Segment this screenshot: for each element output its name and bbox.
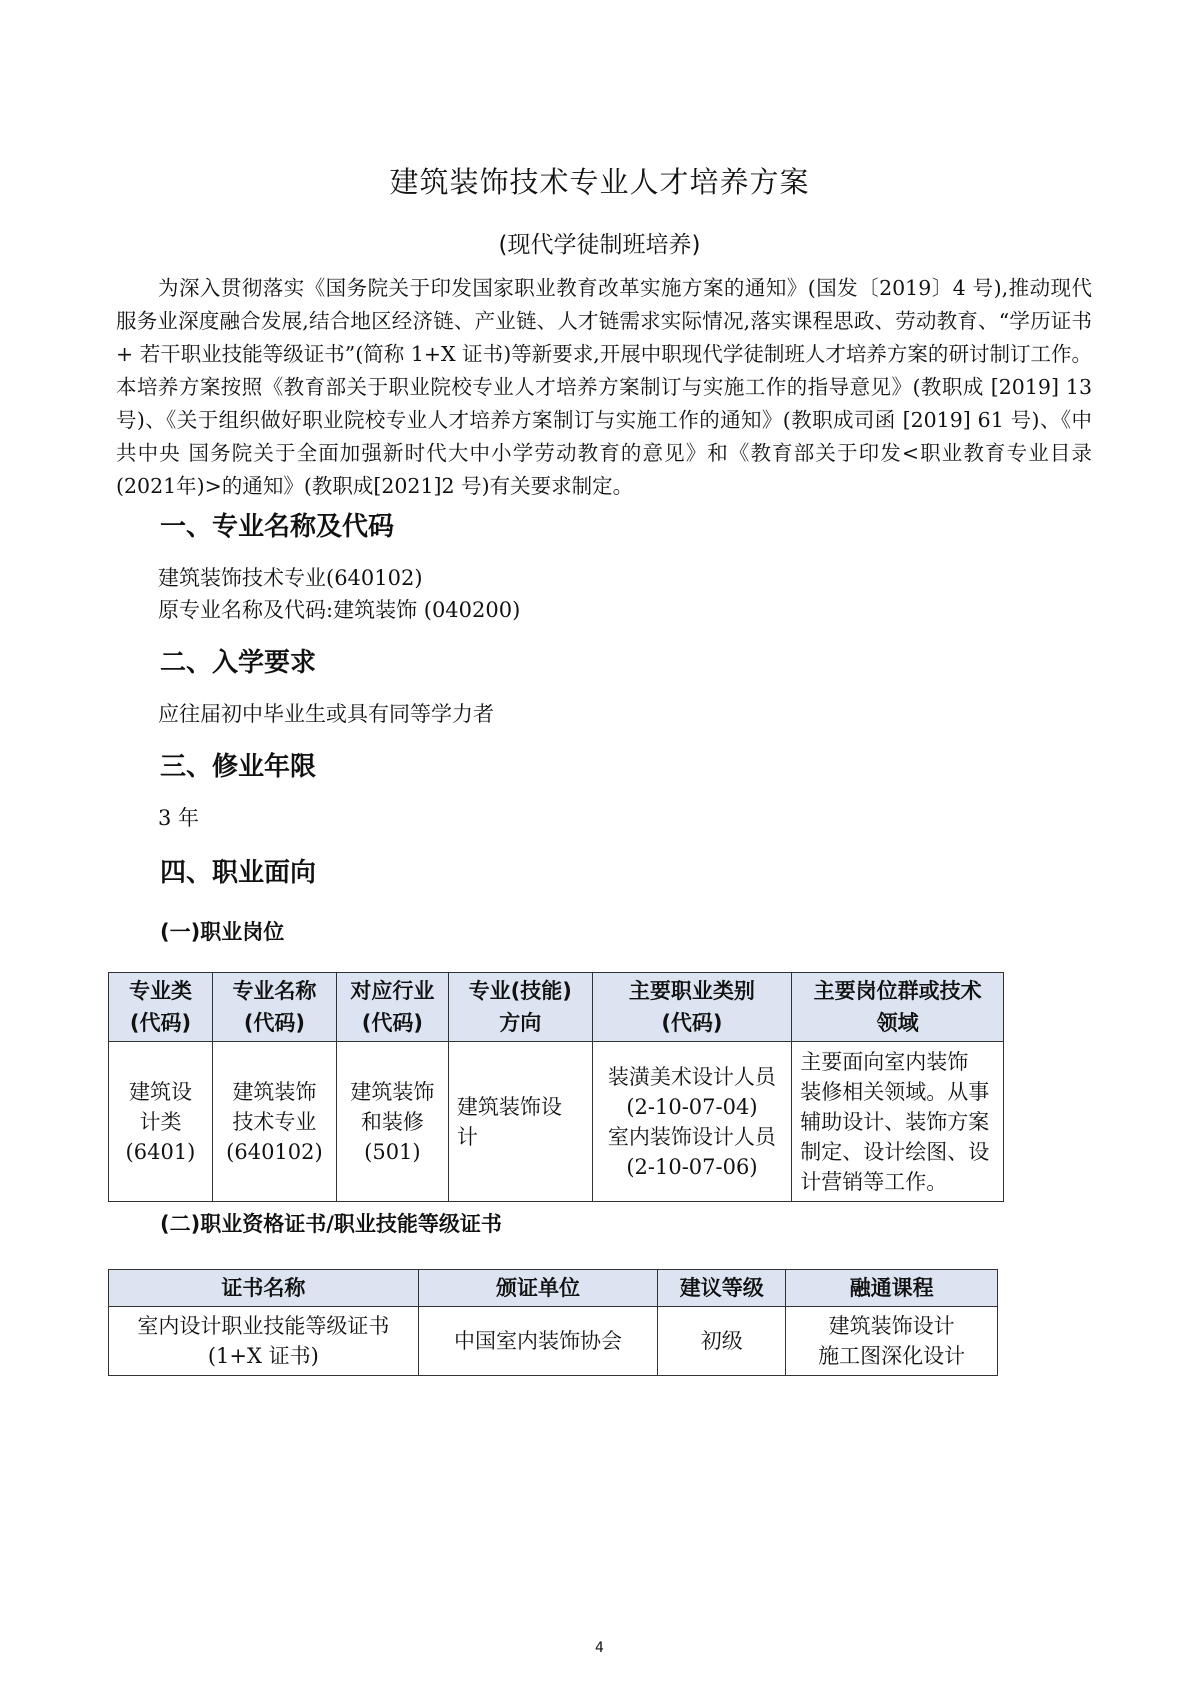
- document-subtitle: (现代学徒制班培养): [498, 232, 701, 258]
- table-header-cell: 专业(技能) 方向: [448, 973, 592, 1042]
- table-cell: 装潢美术设计人员 (2-10-07-04) 室内装饰设计人员 (2-10-07-06): [592, 1042, 792, 1202]
- table-cell: 建筑装饰设 计: [448, 1042, 592, 1202]
- certificates-table: [108, 1269, 998, 1376]
- intro-paragraph: 为深入贯彻落实《国务院关于印发国家职业教育改革实施方案的通知》(国发〔2019〕4 号),推动现代服务业深度融合发展,结合地区经济链、产业链、人才链需求实际情况,落实课程思政、劳动教育、“学历证书 + 若干职业技能等级证书”(简称 1+X 证书)等新要求,开展中职现代学徒制班人才培养方案的研讨制订工作。本培养方案按照《教育部关于职业院校专业人才培养方案制订与实施工作的指导意见》(教职成 [2019] 13 号)、《关于组织做好职业院校专业人才培养方案制订与实施工作的通知》(教职成司函 [2019] 61 号)、《中共中央 国务院关于全面加强新时代大中小学劳动教育的意见》和《教育部关于印发<职业教育专业目录(2021年)>的通知》(教职成[2021]2 号)有关要求制定。: [116, 276, 1092, 498]
- table-header-cell: 主要岗位群或技术 领域: [792, 973, 1004, 1042]
- table-header-cell: 主要职业类别 (代码): [592, 973, 792, 1042]
- table-header-cell: 专业类 (代码): [109, 973, 213, 1042]
- table-cell: 建筑装饰 和装修 (501): [336, 1042, 448, 1202]
- table-cell: 中国室内装饰协会: [418, 1307, 658, 1376]
- subsection-career-positions: (一)职业岗位: [160, 920, 285, 944]
- table-cell: 主要面向室内装饰 装修相关领域。从事 辅助设计、装饰方案 制定、设计绘图、设 计营销等工作。: [792, 1042, 1004, 1202]
- major-name-code: 建筑装饰技术专业(640102): [158, 566, 423, 590]
- section-2-heading: 二、入学要求: [160, 648, 317, 678]
- table-row: [109, 1042, 1004, 1202]
- table-header-cell: 颁证单位: [418, 1270, 658, 1307]
- table-header-row: [109, 1270, 998, 1307]
- table-cell: 建筑装饰设计 施工图深化设计: [786, 1307, 998, 1376]
- admission-requirement: 应往届初中毕业生或具有同等学力者: [158, 702, 494, 726]
- table-row: [109, 1307, 998, 1376]
- page-number: 4: [595, 1640, 604, 1656]
- table-cell: 建筑装饰 技术专业 (640102): [212, 1042, 336, 1202]
- table-header-cell: 融通课程: [786, 1270, 998, 1307]
- subsection-certificates: (二)职业资格证书/职业技能等级证书: [160, 1212, 502, 1236]
- study-duration: 3 年: [158, 806, 200, 830]
- section-3-heading: 三、修业年限: [160, 752, 317, 782]
- table-cell: 室内设计职业技能等级证书 (1+X 证书): [109, 1307, 419, 1376]
- section-4-heading: 四、职业面向: [160, 858, 317, 888]
- section-1-heading: 一、专业名称及代码: [160, 512, 395, 542]
- table-cell: 初级: [658, 1307, 786, 1376]
- table-header-cell: 专业名称 (代码): [212, 973, 336, 1042]
- table-header-cell: 证书名称: [109, 1270, 419, 1307]
- table-header-cell: 对应行业 (代码): [336, 973, 448, 1042]
- document-title: 建筑装饰技术专业人才培养方案: [389, 165, 810, 199]
- table-header-row: [109, 973, 1004, 1042]
- table-header-cell: 建议等级: [658, 1270, 786, 1307]
- career-positions-table: [108, 972, 1004, 1202]
- former-major-name-code: 原专业名称及代码:建筑装饰 (040200): [158, 598, 521, 622]
- table-cell: 建筑设 计类 (6401): [109, 1042, 213, 1202]
